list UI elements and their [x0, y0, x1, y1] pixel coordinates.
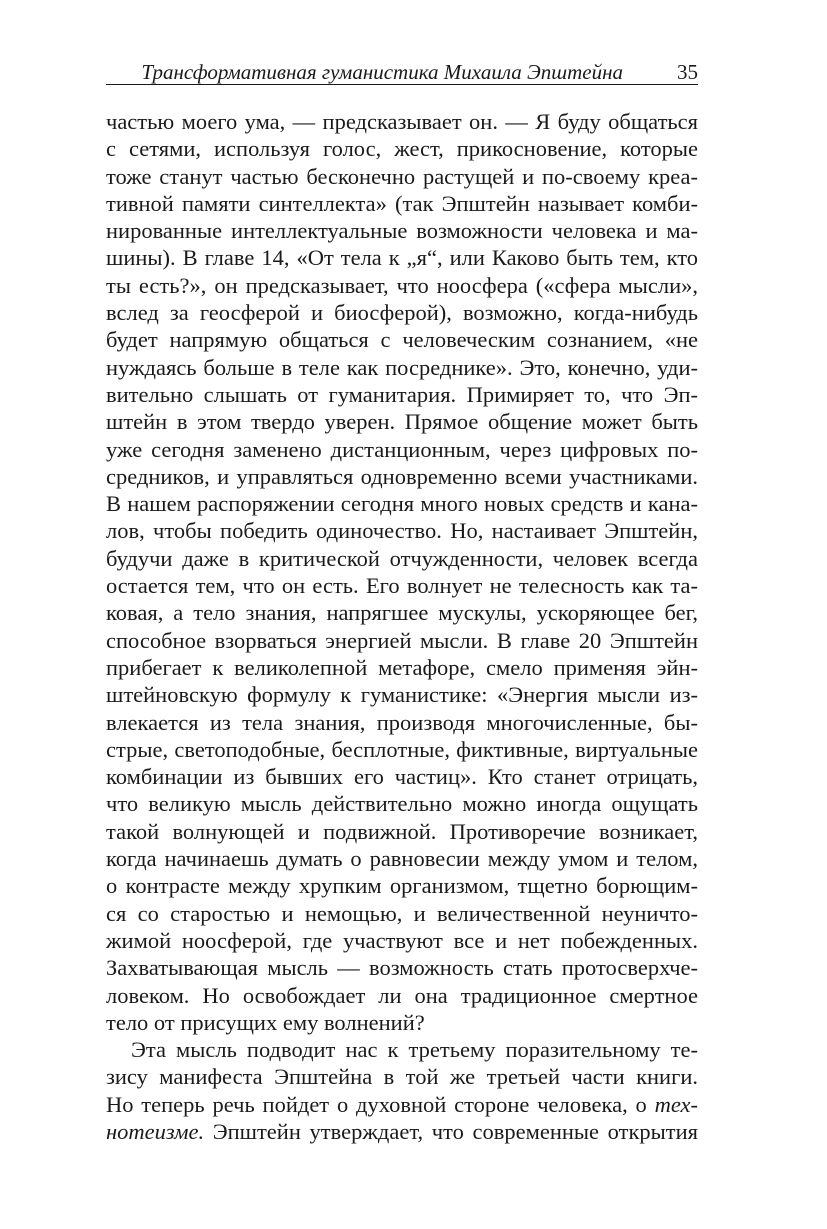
- italic-term: тех-: [654, 1091, 698, 1117]
- text-line: что великую мысль действительно можно иногда ощущать: [106, 791, 698, 817]
- body-text: [106, 108, 698, 1145]
- text-segment: Но теперь речь пойдет о духовной стороне человека, о: [106, 1091, 655, 1117]
- text-line: с сетями, используя голос, жест, прикосновение, которые: [106, 136, 698, 162]
- text-line: вслед за геосферой и биосферой), возможно, когда-нибудь: [106, 300, 698, 326]
- text-line: В нашем распоряжении сегодня много новых средств и кана-: [106, 491, 698, 517]
- italic-term: нотеизме.: [106, 1118, 205, 1144]
- text-line: уже сегодня заменено дистанционным, через цифровых по-: [106, 436, 698, 462]
- text-line: тивной памяти синтеллекта» (так Эпштейн называет комби-: [106, 190, 698, 216]
- text-line: стрые, светоподобные, бесплотные, фиктивные, виртуальные: [106, 736, 698, 762]
- paragraph-2: [106, 1036, 698, 1145]
- text-line: будет напрямую общаться с человеческим сознанием, «не: [106, 327, 698, 353]
- text-line: ты есть?», он предсказывает, что ноосфера («сфера мысли»,: [106, 272, 698, 298]
- text-line: такой волнующей и подвижной. Противоречие возникает,: [106, 818, 698, 844]
- text-line: лов, чтобы победить одиночество. Но, настаивает Эпштейн,: [106, 518, 698, 544]
- text-line: нированные интеллектуальные возможности человека и ма-: [106, 218, 698, 244]
- text-line: о контрасте между хрупким организмом, тщетно борющим-: [106, 873, 698, 899]
- text-line: влекается из тела знания, производя многочисленные, бы-: [106, 709, 698, 735]
- text-line: остается тем, что он есть. Его волнует не телесность как та-: [106, 573, 698, 599]
- text-line: комбинации из бывших его частиц». Кто станет отрицать,: [106, 764, 698, 790]
- text-line: зису манифеста Эпштейна в той же третьей части книги.: [106, 1064, 698, 1090]
- text-line: [106, 1118, 698, 1145]
- text-line: ковая, а тело знания, напрягшее мускулы, ускоряющее бег,: [106, 600, 698, 626]
- page-number: 35: [677, 60, 698, 84]
- running-head: [106, 60, 698, 85]
- text-line: частью моего ума, — предсказывает он. — Я буду общаться: [106, 109, 698, 134]
- text-line: тело от присущих ему волнений?: [106, 1009, 425, 1035]
- text-line: средников, и управляться одновременно всеми участниками.: [106, 463, 698, 489]
- text-line: штейн в этом твердо уверен. Прямое общение может быть: [106, 409, 698, 435]
- paragraph-1: [106, 108, 698, 1036]
- running-title: Трансформативная гуманистика Михаила Эпштейна: [141, 60, 623, 84]
- text-line: ловеком. Но освобождает ли она традиционное смертное: [106, 982, 698, 1008]
- text-line: жимой ноосферой, где участвуют все и нет побежденных.: [106, 927, 698, 953]
- text-segment: Эпштейн утверждает, что современные открытия: [204, 1118, 698, 1144]
- text-line: Эта мысль подводит нас к третьему поразительному те-: [131, 1037, 698, 1063]
- text-line: вительно слышать от гуманитария. Примиряет то, что Эп-: [106, 381, 698, 407]
- text-line: ся со старостью и немощью, и величественной неуничто-: [106, 900, 698, 926]
- text-line: когда начинаешь думать о равновесии между умом и телом,: [106, 846, 698, 872]
- text-line: тоже станут частью бесконечно растущей и по-своему креа-: [106, 163, 698, 189]
- text-line: прибегает к великолепной метафоре, смело применяя эйн-: [106, 654, 698, 680]
- text-line: будучи даже в критической отчужденности, человек всегда: [106, 545, 698, 571]
- text-line: [106, 1091, 698, 1118]
- text-line: нуждаясь больше в теле как посреднике». Это, конечно, уди-: [106, 354, 698, 380]
- text-line: Захватывающая мысль — возможность стать протосверхче-: [106, 955, 698, 981]
- text-line: способное взорваться энергией мысли. В главе 20 Эпштейн: [106, 627, 698, 653]
- text-line: шины). В главе 14, «От тела к „я“, или Каково быть тем, кто: [106, 245, 698, 271]
- text-line: штейновскую формулу к гуманистике: «Энергия мысли из-: [106, 682, 698, 708]
